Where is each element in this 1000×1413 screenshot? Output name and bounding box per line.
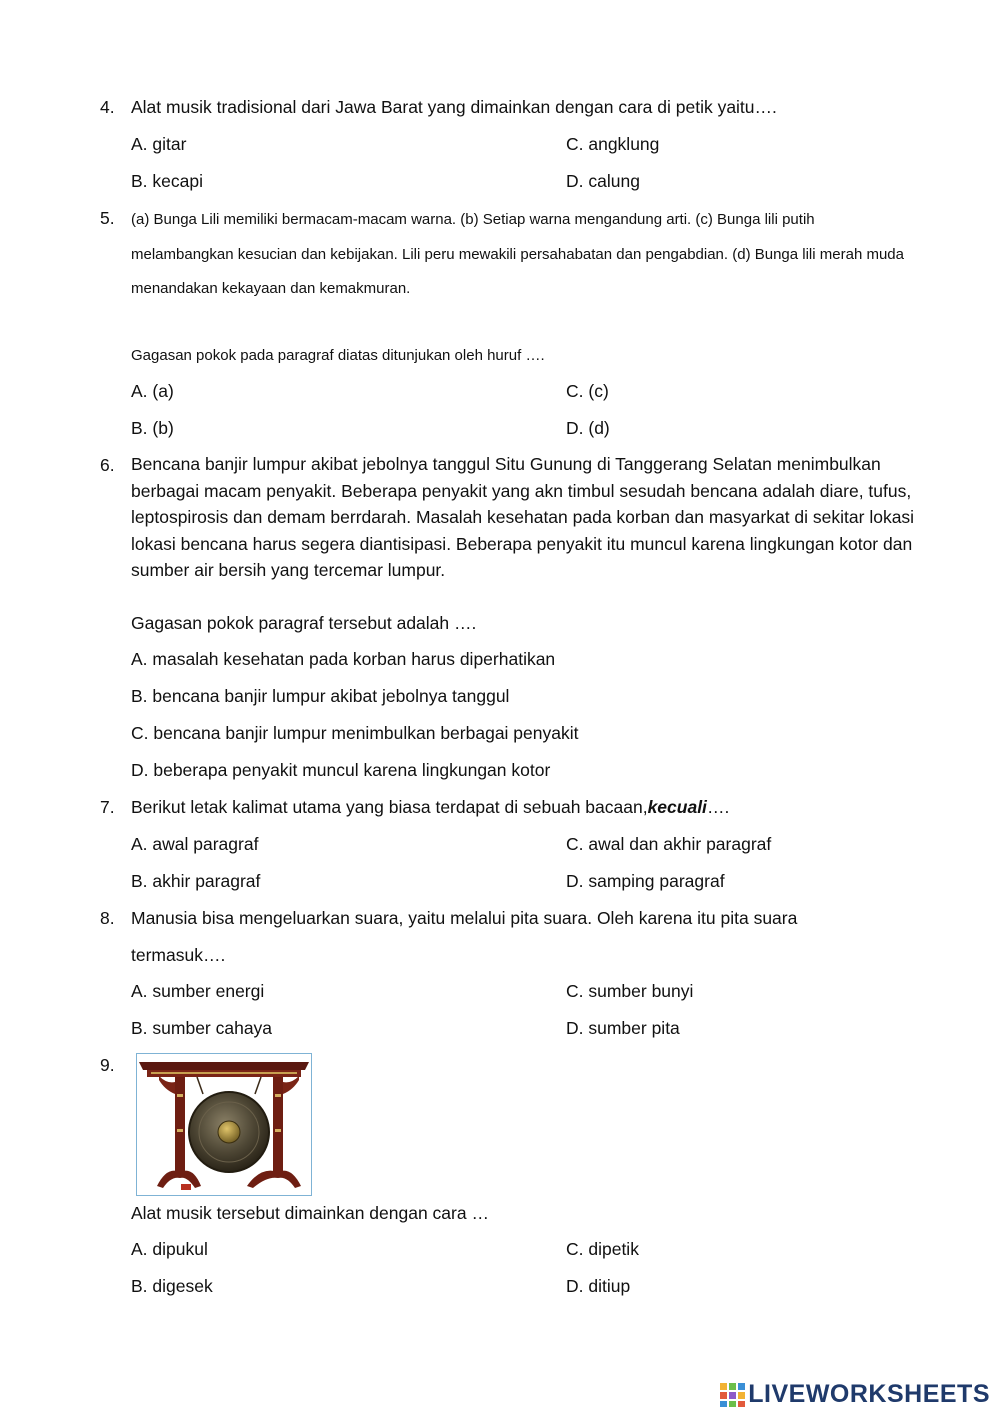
question-7-emphasis: kecuali — [647, 797, 707, 817]
gong-image — [136, 1053, 312, 1196]
question-8-number: 8. — [100, 908, 115, 928]
question-9-option-a[interactable]: A. dipukul — [131, 1239, 208, 1259]
question-6-option-d[interactable]: D. beberapa penyakit muncul karena lingkungan kotor — [131, 760, 551, 780]
question-4-number: 4. — [100, 97, 115, 117]
question-6-prompt: Gagasan pokok paragraf tersebut adalah …. — [131, 613, 477, 633]
question-8-text-line2: termasuk…. — [131, 945, 226, 965]
question-5-option-c[interactable]: C. (c) — [566, 381, 609, 401]
question-5-option-b[interactable]: B. (b) — [131, 418, 174, 438]
question-7-text — [131, 797, 729, 818]
question-9-option-c[interactable]: C. dipetik — [566, 1239, 639, 1259]
question-5-option-d[interactable]: D. (d) — [566, 418, 610, 438]
question-8-option-b[interactable]: B. sumber cahaya — [131, 1018, 273, 1038]
question-7-option-a[interactable]: A. awal paragraf — [131, 834, 259, 854]
question-5-prompt: Gagasan pokok pada paragraf diatas ditunjukan oleh huruf …. — [131, 347, 545, 364]
question-5-passage: (a) Bunga Lili memiliki bermacam-macam warna. (b) Setiap warna mengandung arti. (c) Bunga lili putih melambangkan kesucian dan kebijakan. Lili peru mewakili persahabatan dan pengabdian. (d) Bunga lili merah muda menandakan kekayaan dan kemakmuran. — [131, 211, 904, 297]
question-4-text: Alat musik tradisional dari Jawa Barat yang dimainkan dengan cara di petik yaitu…. — [131, 97, 777, 117]
question-8-option-c[interactable]: C. sumber bunyi — [566, 981, 694, 1001]
question-9-option-d[interactable]: D. ditiup — [566, 1276, 631, 1296]
question-6-option-c[interactable]: C. bencana banjir lumpur menimbulkan berbagai penyakit — [131, 723, 579, 743]
gong-icon — [137, 1054, 311, 1195]
liveworksheets-logo[interactable] — [720, 1380, 990, 1409]
liveworksheets-brand: LIVEWORKSHEETS — [748, 1380, 990, 1408]
question-5-number: 5. — [100, 208, 115, 228]
question-7-text-main: Berikut letak kalimat utama yang biasa terdapat di sebuah bacaan, — [131, 797, 648, 817]
question-4-option-d[interactable]: D. calung — [566, 171, 640, 191]
question-4-option-b[interactable]: B. kecapi — [131, 171, 203, 191]
question-5-option-a[interactable]: A. (a) — [131, 381, 174, 401]
question-6-number: 6. — [100, 455, 115, 475]
question-7-option-c[interactable]: C. awal dan akhir paragraf — [566, 834, 772, 854]
question-7-number: 7. — [100, 797, 115, 817]
question-7-text-end: …. — [706, 797, 730, 817]
question-4-option-a[interactable]: A. gitar — [131, 134, 187, 154]
liveworksheets-icon — [720, 1383, 746, 1407]
question-8-text-line1: Manusia bisa mengeluarkan suara, yaitu melalui pita suara. Oleh karena itu pita suara — [131, 908, 798, 928]
question-7-option-b[interactable]: B. akhir paragraf — [131, 871, 261, 891]
question-8-option-d[interactable]: D. sumber pita — [566, 1018, 680, 1038]
question-4-option-c[interactable]: C. angklung — [566, 134, 660, 154]
question-9-option-b[interactable]: B. digesek — [131, 1276, 213, 1296]
question-6-passage: Bencana banjir lumpur akibat jebolnya tanggul Situ Gunung di Tanggerang Selatan menimbulkan berbagai macam penyakit. Beberapa penyakit yang akn timbul sesudah bencana adalah diare, tufus, leptospirosis dan demam berrdarah. Masalah kesehatan pada korban dan masyarkat di sekitar lokasi lokasi bencana harus segera diantisipasi. Beberapa penyakit itu muncul karena lingkungan kotor dan sumber air bersih yang tercemar lumpur. — [131, 454, 915, 580]
question-7-option-d[interactable]: D. samping paragraf — [566, 871, 725, 891]
question-9-number: 9. — [100, 1055, 115, 1075]
question-8-option-a[interactable]: A. sumber energi — [131, 981, 265, 1001]
question-9-prompt: Alat musik tersebut dimainkan dengan cara … — [131, 1203, 489, 1223]
question-6-option-b[interactable]: B. bencana banjir lumpur akibat jebolnya tanggul — [131, 686, 510, 706]
question-6-option-a[interactable]: A. masalah kesehatan pada korban harus diperhatikan — [131, 649, 556, 669]
